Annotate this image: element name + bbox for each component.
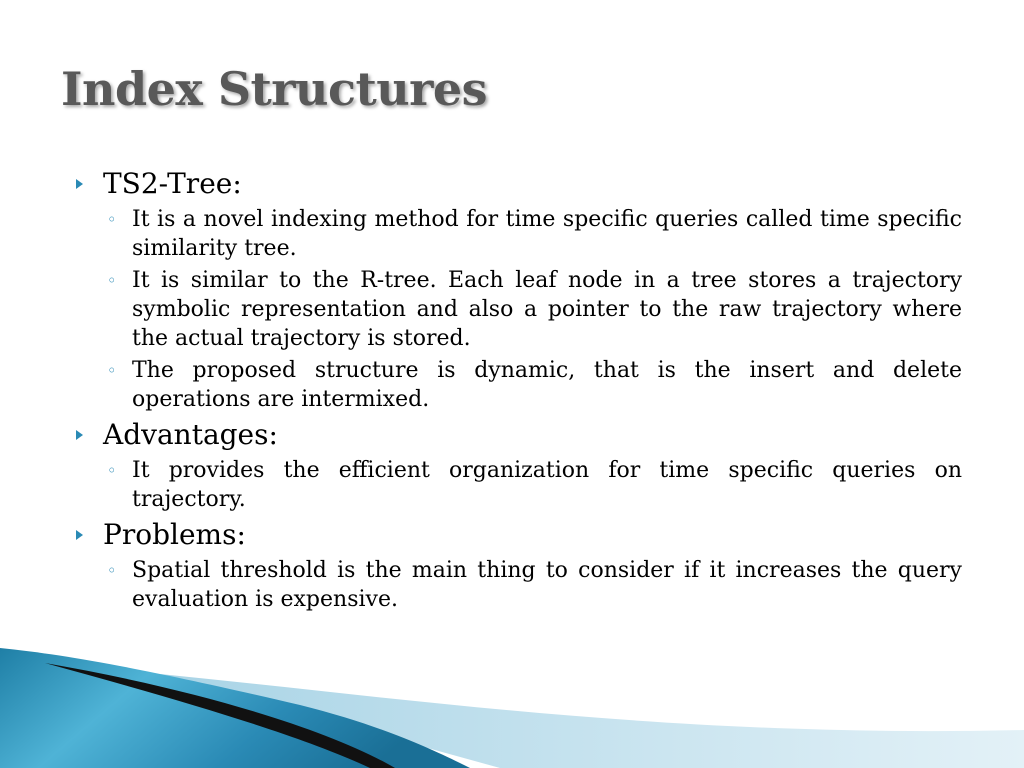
ring-bullet-icon: ◦ bbox=[107, 561, 117, 580]
bullet-label: Problems: bbox=[103, 518, 246, 551]
bullet-label: Advantages: bbox=[103, 418, 278, 451]
slide-title: Index Structures bbox=[61, 62, 488, 116]
ring-bullet-icon: ◦ bbox=[107, 361, 117, 380]
sub-bullet-text: It is similar to the R-tree. Each leaf node in a tree stores a trajectory symbolic representation and also a pointer to the raw trajectory where the actual trajectory is stored. bbox=[132, 268, 962, 351]
bullet-label: TS2-Tree: bbox=[103, 167, 242, 200]
sub-bullet-text: The proposed structure is dynamic, that is the insert and delete operations are intermixed. bbox=[132, 358, 962, 412]
ring-bullet-icon: ◦ bbox=[107, 271, 117, 290]
sub-bullet-text: It provides the efficient organization for time specific queries on trajectory. bbox=[132, 458, 962, 512]
ring-bullet-icon: ◦ bbox=[107, 210, 117, 229]
ring-bullet-icon: ◦ bbox=[107, 461, 117, 480]
sub-bullet-text: It is a novel indexing method for time specific queries called time specific similarity tree. bbox=[132, 207, 962, 261]
sub-bullet-text: Spatial threshold is the main thing to consider if it increases the query evaluation is expensive. bbox=[132, 558, 962, 612]
